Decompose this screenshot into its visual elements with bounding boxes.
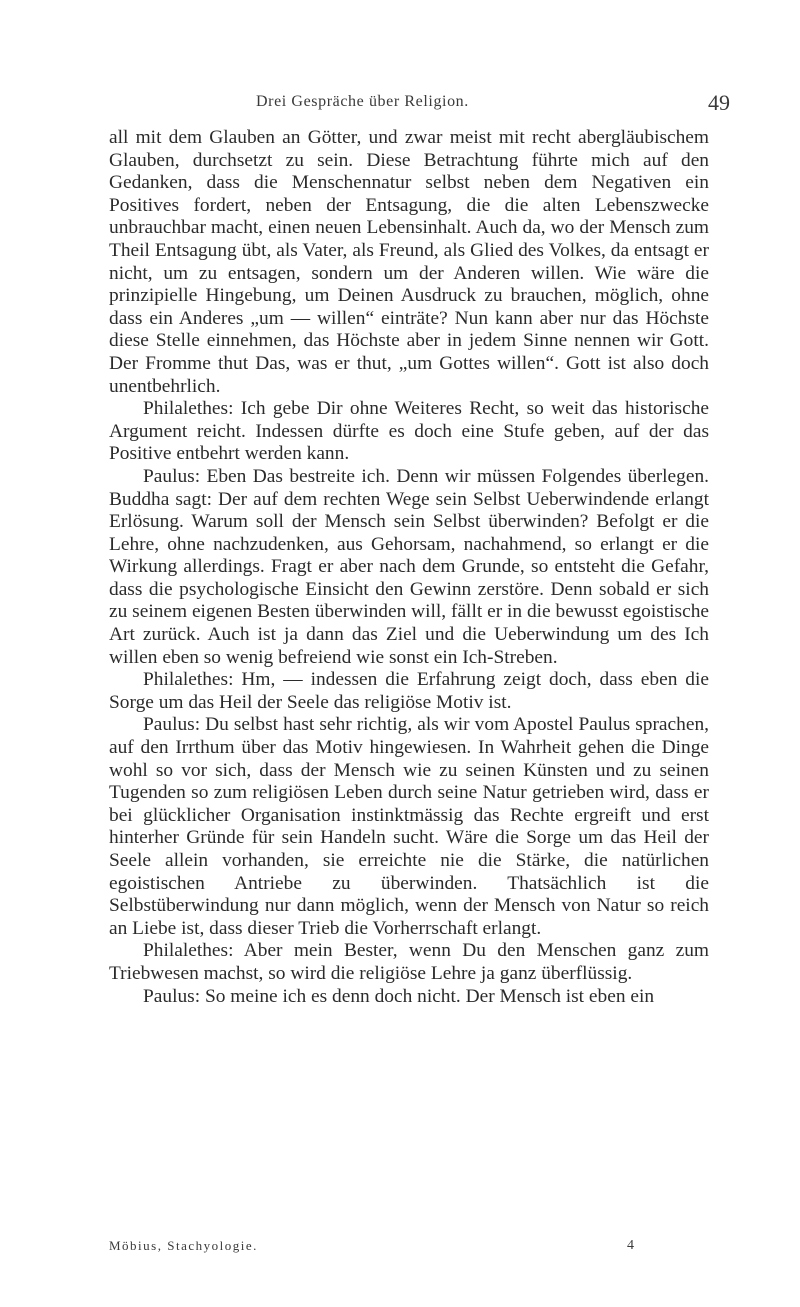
paragraph-paulus-3: Paulus: So meine ich es denn doch nicht. Der Mensch ist eben ein xyxy=(143,985,655,1007)
page-footer xyxy=(109,1238,709,1254)
paragraph-continuation: all mit dem Glauben an Götter, und zwar meist mit recht abergläubischem Glauben, durchsetzt zu sein. Diese Betrachtung führte mich auf den Gedanken, dass die Menschennatur selbst neben dem Negativen ein Positives fordert, neben der Entsagung, die die alten Lebenszwecke unbrauchbar macht, einen neuen Lebensinhalt. Auch da, wo der Mensch zum Theil Entsagung übt, als Vater, als Freund, als Glied des Volkes, da entsagt er nicht, um zu entsagen, sondern um der Anderen willen. Wie wäre die prinzipielle Hingebung, um Deinen Ausdruck zu brauchen, möglich, ohne dass ein Anderes „um — willen“ einträte? Nun kann aber nur das Höchste diese Stelle einnehmen, das Höchste aber in jedem Sinne nennen wir Gott. Der Fromme thut Das, was er thut, „um Gottes willen“. Gott ist also doch unentbehrlich. xyxy=(109,127,709,397)
running-title: Drei Gespräche über Religion. xyxy=(256,93,469,110)
paragraph-paulus-2: Paulus: Du selbst hast sehr richtig, als wir vom Apostel Paulus sprachen, auf den Irrthum über das Motiv hingewiesen. In Wahrheit gehen die Dinge wohl so vor sich, dass der Mensch wie zu seinen Künsten und zu seinen Tugenden so zum religiösen Leben durch seine Natur getrieben wird, dass er bei glücklicher Organisation instinktmässig das Rechte ergreift und erst hinterher Gründe für sein Handeln sucht. Wäre die Sorge um das Heil der Seele allein vorhanden, sie erreichte nie die Stärke, die natürlichen egoistischen Antriebe zu überwinden. Thatsächlich ist die Selbstüberwindung nur dann möglich, wenn der Mensch von Natur so reich an Liebe ist, dass dieser Trieb die Vorherrschaft erlangt. xyxy=(109,714,709,939)
paragraph-philalethes-1: Philalethes: Ich gebe Dir ohne Weiteres Recht, so weit das historische Argument reicht. Indessen dürfte es doch eine Stufe geben, auf der das Positive entbehrt werden kann. xyxy=(109,398,709,465)
paragraph-paulus-1: Paulus: Eben Das bestreite ich. Denn wir müssen Folgendes überlegen. Buddha sagt: Der auf dem rechten Wege sein Selbst Ueberwindende erlangt Erlösung. Warum soll der Mensch sein Selbst überwinden? Befolgt er die Lehre, ohne nachzudenken, aus Gehorsam, nachahmend, so erlangt er die Wirkung allerdings. Fragt er aber nach dem Grunde, so entsteht die Gefahr, dass die psychologische Einsicht den Gewinn zerstöre. Denn sobald er sich zu seinem eigenen Besten überwinden will, fällt er in die bewusst egoistische Art zurück. Auch ist ja dann das Ziel und die Ueberwindung um des Ich willen eben so wenig befreiend wie sonst ein Ich-Streben. xyxy=(109,465,709,668)
page-number: 49 xyxy=(708,90,730,115)
footer-author-title: Möbius, Stachyologie. xyxy=(109,1238,258,1253)
paragraph-philalethes-2: Philalethes: Hm, — indessen die Erfahrung zeigt doch, dass eben die Sorge um das Heil der Seele das religiöse Motiv ist. xyxy=(109,669,709,713)
paragraph-philalethes-3: Philalethes: Aber mein Bester, wenn Du den Menschen ganz zum Triebwesen machst, so wird die religiöse Lehre ja ganz überflüssig. xyxy=(109,940,709,984)
body-text xyxy=(109,127,709,1008)
footer-sheet-number: 4 xyxy=(627,1238,634,1253)
